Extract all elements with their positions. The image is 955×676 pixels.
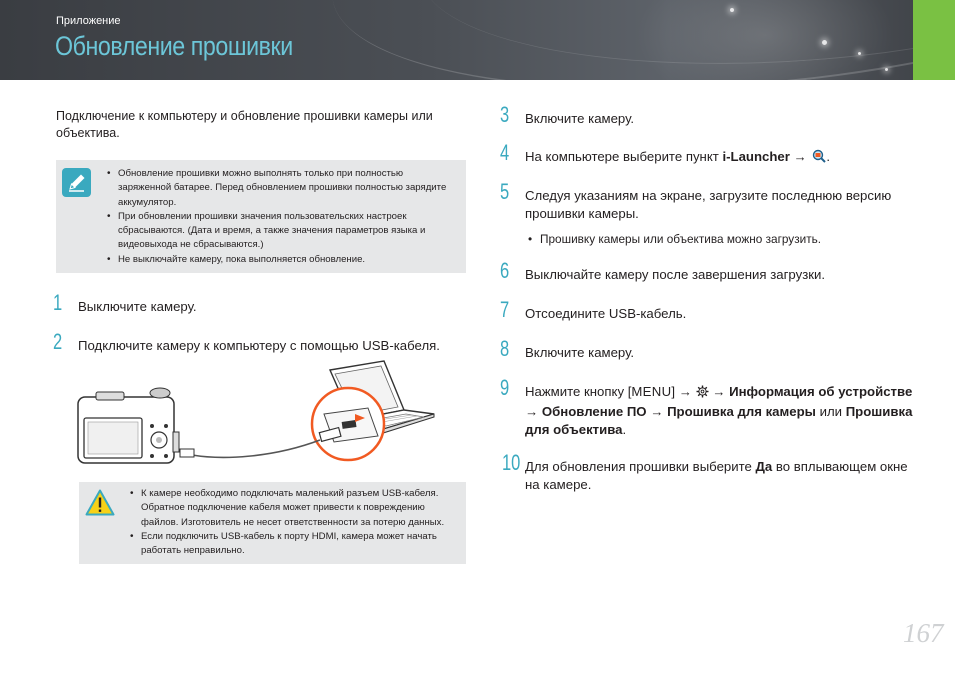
gear-icon bbox=[696, 385, 709, 403]
step-text: Для обновления прошивки выберите bbox=[525, 459, 756, 474]
step-text-bold: Информация об устройстве bbox=[729, 384, 913, 399]
step-1 bbox=[53, 290, 197, 316]
step-6 bbox=[500, 258, 826, 284]
menu-button-label: MENU bbox=[631, 384, 672, 399]
note-box bbox=[56, 160, 466, 273]
warning-item: • К камере необходимо подключать маленький разъем USB-кабеля. Обратное подключение кабеля может привести к повреждению файлов. Изготовитель не несет ответственности за потерю данных. bbox=[141, 487, 458, 530]
camera-image bbox=[78, 388, 179, 463]
intro-text: Подключение к компьютеру и обновление прошивки камеры или объектива. bbox=[56, 109, 433, 140]
header-spark bbox=[885, 68, 888, 71]
step-5-note: • Прошивку камеры или объектива можно загрузить. bbox=[540, 231, 821, 247]
step-text: → bbox=[789, 149, 811, 164]
step-10 bbox=[502, 450, 920, 494]
step-number: 5 bbox=[500, 179, 510, 204]
step-text: Включите камеру. bbox=[525, 111, 635, 126]
step-number: 2 bbox=[53, 329, 63, 354]
step-text: Подключите камеру к компьютеру с помощью USB-кабеля. bbox=[78, 338, 440, 353]
header-spark bbox=[730, 8, 734, 12]
note-item: • Обновление прошивки можно выполнять только при полностью заряженной батарее. Перед обновлением прошивки полностью зарядите аккумулятор. bbox=[118, 167, 458, 210]
camera-laptop-illustration bbox=[72, 360, 444, 470]
step-8 bbox=[500, 336, 635, 362]
warning-item: • Если подключить USB-кабель к порту HDMI, камера может начать работать неправильно. bbox=[141, 530, 458, 559]
step-4: 4 На компьютере выберите пункт i-Launcher → . bbox=[525, 148, 830, 168]
step-text-bold: i-Launcher bbox=[722, 149, 790, 164]
step-number: 8 bbox=[500, 336, 510, 361]
step-text-bold: Да bbox=[755, 459, 773, 474]
step-text: Выключайте камеру после завершения загрузки. bbox=[525, 267, 826, 282]
launcher-icon bbox=[812, 149, 826, 168]
usb-cable bbox=[192, 440, 320, 457]
header-spark bbox=[858, 52, 861, 55]
step-number: 6 bbox=[500, 258, 510, 283]
step-7 bbox=[500, 297, 687, 323]
warning-icon bbox=[85, 489, 115, 516]
step-text: или bbox=[815, 404, 846, 419]
usb-plug bbox=[180, 449, 194, 457]
pencil-icon bbox=[62, 168, 91, 197]
step-text: Выключите камеру. bbox=[78, 299, 197, 314]
step-3 bbox=[500, 102, 635, 128]
step-text: Включите камеру. bbox=[525, 345, 635, 360]
section-label: Приложение bbox=[56, 15, 121, 27]
step-9 bbox=[500, 375, 920, 439]
step-text: На компьютере выберите пункт bbox=[525, 149, 723, 164]
step-text: Следуя указаниям на экране, загрузите последнюю версию прошивки камеры. bbox=[525, 188, 892, 221]
step-text: Отсоедините USB-кабель. bbox=[525, 306, 687, 321]
step-5 bbox=[500, 179, 920, 223]
chapter-tab bbox=[913, 0, 955, 80]
step-text: → bbox=[525, 404, 542, 419]
step-2 bbox=[53, 329, 440, 355]
step-text: → bbox=[646, 404, 668, 419]
step-text: ] → bbox=[671, 384, 696, 399]
note-item: • При обновлении прошивки значения пользовательских настроек сбрасываются. (Дата и время, а также значения параметров языка и видеовыхода не сбрасываются.) bbox=[118, 210, 458, 253]
step-number: 10 bbox=[502, 450, 521, 475]
header-spark bbox=[822, 40, 827, 45]
step-text: во вплывающем окне на камере. bbox=[525, 459, 908, 492]
warning-box bbox=[79, 482, 466, 564]
step-text: Нажмите кнопку [ bbox=[525, 384, 632, 399]
step-number: 1 bbox=[53, 290, 63, 315]
step-text: . bbox=[622, 422, 627, 437]
page-title: Обновление прошивки bbox=[55, 31, 293, 61]
step-number: 4 bbox=[500, 140, 510, 165]
step-text-bold: Прошивка для объектива bbox=[525, 404, 913, 437]
step-text: → bbox=[708, 384, 730, 399]
step-number: 9 bbox=[500, 375, 510, 400]
usb-port-closeup bbox=[319, 408, 378, 442]
step-number: 7 bbox=[500, 297, 510, 322]
step-number: 3 bbox=[500, 102, 510, 127]
step-text-bold: Прошивка для камеры bbox=[667, 404, 816, 419]
note-item: • Не выключайте камеру, пока выполняется обновление. bbox=[118, 253, 458, 267]
page-number: 167 bbox=[903, 618, 944, 648]
step-text-bold: Обновление ПО bbox=[541, 404, 647, 419]
